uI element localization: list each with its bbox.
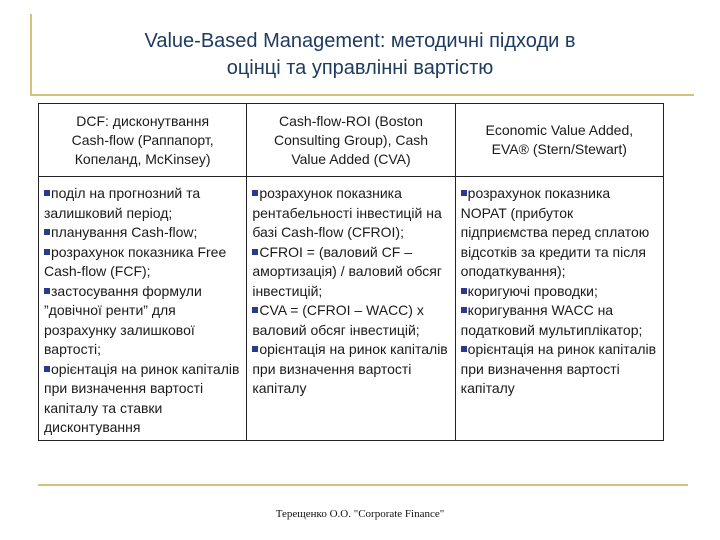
list-item: розрахунок показника NOPAT (прибуток підприємства перед сплатою відсотків за кредити та після оподаткування); bbox=[460, 185, 650, 279]
header-line: Consulting Group), Cash bbox=[273, 131, 429, 148]
decorative-vertical-line bbox=[30, 14, 32, 96]
footer-credit: Терещенко О.О. "Corporate Finance" bbox=[275, 508, 445, 520]
square-bullet-icon bbox=[44, 229, 50, 235]
square-bullet-icon bbox=[44, 366, 50, 372]
column-header-eva bbox=[455, 104, 663, 177]
header-line: Economic Value Added, bbox=[485, 122, 634, 138]
column-header-cfroi bbox=[247, 104, 455, 177]
square-bullet-icon bbox=[252, 190, 258, 196]
list-item: орієнтація на ринок капіталів при визначення вартості капіталу bbox=[460, 341, 657, 396]
list-item: застосування формули ”довічної ренти” для розрахунку залишкової вартості; bbox=[44, 282, 202, 357]
square-bullet-icon bbox=[461, 346, 467, 352]
square-bullet-icon bbox=[252, 346, 258, 352]
decorative-top-line bbox=[30, 94, 694, 96]
square-bullet-icon bbox=[44, 249, 50, 255]
list-item: CFROI = (валовий CF – амортизація) / валовий обсяг інвестицій; bbox=[252, 243, 442, 299]
square-bullet-icon bbox=[252, 307, 258, 313]
square-bullet-icon bbox=[461, 288, 467, 294]
title-line-2: оцінці та управлінні вартістю bbox=[226, 57, 494, 79]
column-body-cfroi bbox=[247, 177, 455, 441]
list-item: орієнтація на ринок капіталів при визначення вартості капіталу та ставки дисконтування bbox=[44, 360, 240, 435]
decorative-bottom-line bbox=[38, 484, 688, 486]
square-bullet-icon bbox=[44, 190, 50, 196]
list-item: коригуючі проводки; bbox=[461, 282, 658, 302]
list-item: орієнтація на ринок капіталів при визначення вартості капіталу bbox=[252, 341, 448, 396]
column-body-dcf bbox=[39, 177, 247, 441]
square-bullet-icon bbox=[44, 288, 50, 294]
list-item: планування Cash-flow; bbox=[44, 223, 241, 243]
header-line: Value Added (CVA) bbox=[291, 150, 411, 167]
approaches-table bbox=[38, 103, 664, 441]
title-line-1: Value-Based Management: методичні підходи в bbox=[144, 30, 576, 52]
list-item: поділ на прогнозний та залишковий період; bbox=[44, 185, 201, 221]
header-line: Cash-flow-ROI (Boston bbox=[279, 112, 423, 129]
list-item: розрахунок показника Free Cash-flow (FCF); bbox=[44, 243, 227, 279]
list-item: коригування WACC на податковий мультиплікатор; bbox=[460, 302, 643, 338]
header-line: DCF: дисконутвання bbox=[76, 112, 210, 129]
header-line: Cash-flow (Раппапорт, bbox=[71, 131, 214, 148]
list-item: розрахунок показника рентабельності інвестицій на базі Cash-flow (CFROI); bbox=[252, 185, 442, 240]
square-bullet-icon bbox=[252, 249, 258, 255]
header-line: EVA® (Stern/Stewart) bbox=[491, 141, 627, 157]
list-item: CVA = (CFROI – WACC) x валовий обсяг інвестицій; bbox=[252, 302, 424, 338]
header-line: Копеланд, McKinsey) bbox=[74, 150, 211, 167]
column-header-dcf bbox=[39, 104, 247, 177]
page-title bbox=[40, 28, 680, 82]
square-bullet-icon bbox=[461, 307, 467, 313]
square-bullet-icon bbox=[461, 190, 467, 196]
column-body-eva bbox=[455, 177, 663, 441]
